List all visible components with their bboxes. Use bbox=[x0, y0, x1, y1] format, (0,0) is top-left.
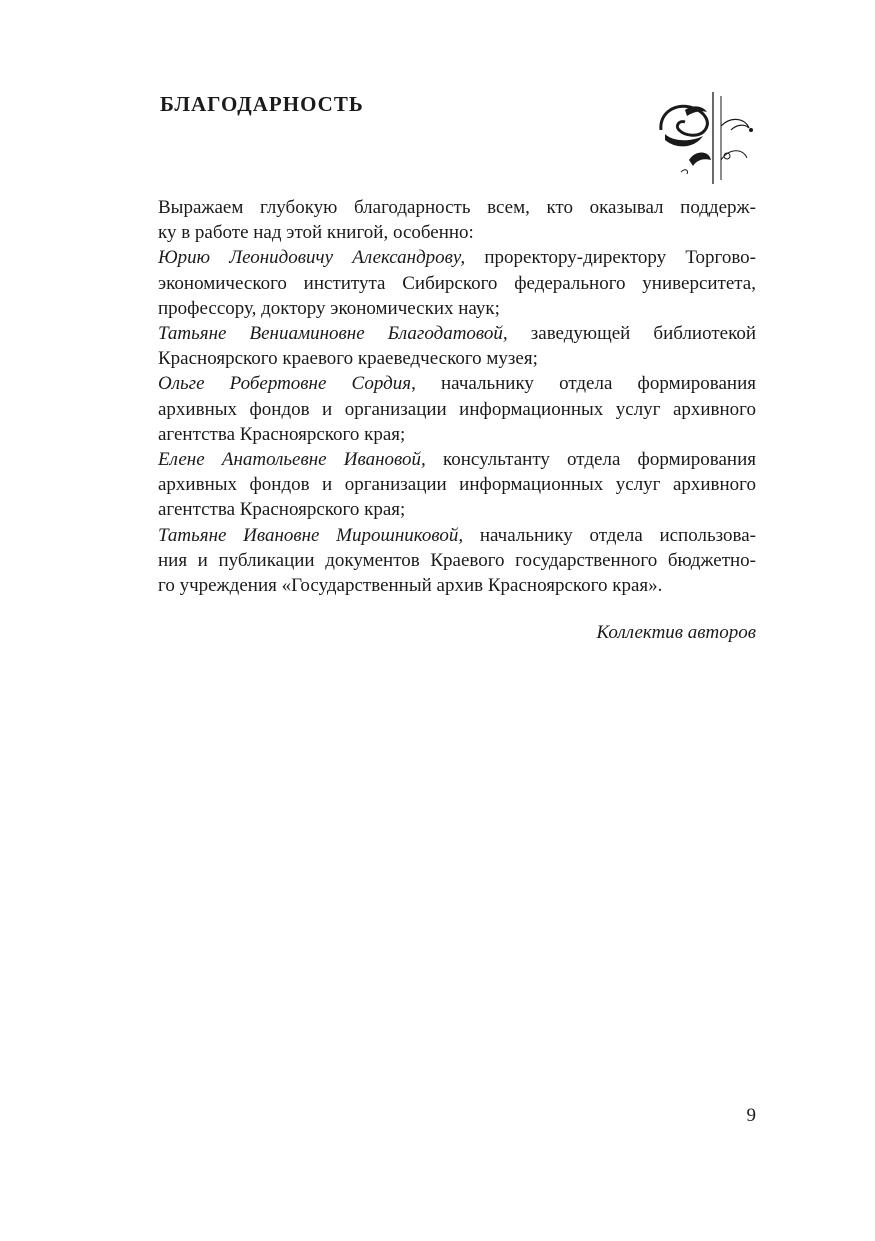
text-line: го учреждения «Государственный архив Красноярского края». bbox=[158, 575, 663, 597]
text-line: консультанту отдела формирования bbox=[425, 449, 757, 471]
paragraph-ivanova bbox=[120, 447, 756, 523]
text-line: ния и публикации документов Краевого государственного бюджетно- bbox=[158, 549, 756, 571]
text-line: Красноярского краевого краеведческого музея; bbox=[158, 348, 538, 370]
text-line: архивных фондов и организации информационных услуг архивного bbox=[158, 398, 756, 420]
text-line: начальнику отдела использова- bbox=[463, 524, 756, 546]
text-line: , начальнику отдела формирования bbox=[411, 373, 757, 395]
person-name: Татьяне Вениаминовне Благодатовой, bbox=[158, 323, 508, 345]
person-name: Елене Анатольевне Ивановой, bbox=[158, 449, 426, 471]
person-name: Татьяне Ивановне Мирошниковой, bbox=[158, 524, 464, 546]
paragraph-intro bbox=[120, 195, 756, 245]
page-number: 9 bbox=[746, 1105, 756, 1126]
paragraph-sordiya bbox=[120, 371, 756, 447]
paragraph-aleksandrov bbox=[120, 245, 756, 321]
person-name: Ольге Робертовне Сордия bbox=[158, 373, 412, 395]
floral-ornament-icon bbox=[655, 90, 755, 186]
paragraph-blagodatova bbox=[120, 321, 756, 371]
paragraph-miroshnikova bbox=[120, 523, 756, 599]
text-line: Выражаем глубокую благодарность всем, кто оказывал поддерж- bbox=[158, 197, 756, 218]
person-name: Юрию Леонидовичу Александрову, bbox=[158, 247, 466, 269]
text-line: проректору-директору Торгово- bbox=[465, 247, 756, 269]
signature: Коллектив авторов bbox=[596, 622, 756, 643]
text-line: архивных фондов и организации информационных услуг архивного bbox=[158, 474, 756, 496]
page-heading: БЛАГОДАРНОСТЬ bbox=[160, 92, 364, 116]
text-line: агентства Красноярского края; bbox=[158, 499, 406, 521]
acknowledgment-body bbox=[120, 195, 756, 598]
text-line: ку в работе над этой книгой, особенно: bbox=[158, 222, 474, 244]
text-line: профессору, доктору экономических наук; bbox=[158, 297, 500, 319]
text-line: агентства Красноярского края; bbox=[158, 423, 406, 445]
text-line: экономического института Сибирского федерального университета, bbox=[158, 272, 756, 294]
text-line: заведующей библиотекой bbox=[507, 323, 757, 345]
